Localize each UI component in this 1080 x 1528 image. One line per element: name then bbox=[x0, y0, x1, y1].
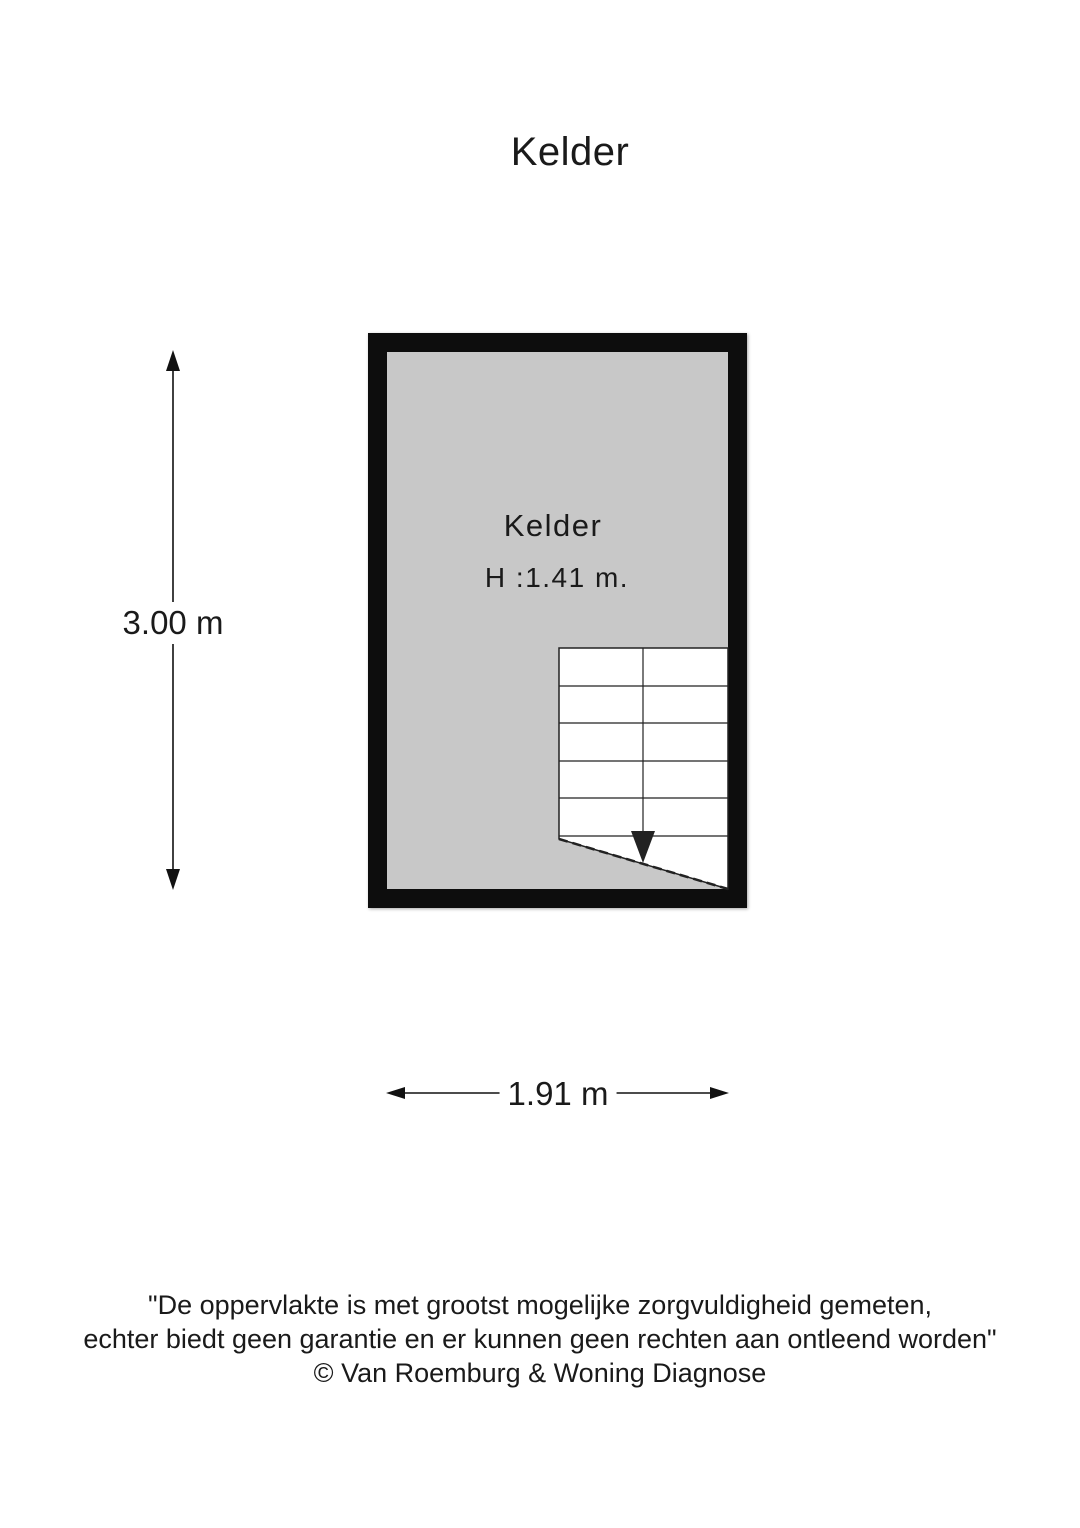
arrow-down-icon bbox=[166, 869, 180, 890]
disclaimer-line-1: "De oppervlakte is met grootst mogelijke zorgvuldigheid gemeten, bbox=[148, 1290, 932, 1320]
dimension-width-label: 1.91 m bbox=[500, 1073, 617, 1115]
dimension-depth-label: 3.00 m bbox=[123, 602, 224, 644]
disclaimer-line-2: echter biedt geen garantie en er kunnen geen rechten aan ontleend worden" bbox=[83, 1324, 997, 1354]
floor-title: Kelder bbox=[510, 130, 630, 174]
disclaimer bbox=[0, 1288, 1080, 1390]
room-label: Kelder bbox=[503, 508, 603, 543]
arrow-up-icon bbox=[166, 350, 180, 371]
arrow-right-icon bbox=[710, 1087, 729, 1099]
arrow-left-icon bbox=[386, 1087, 405, 1099]
room-height-label: H :1.41 m. bbox=[484, 562, 630, 593]
copyright-notice: © Van Roemburg & Woning Diagnose bbox=[313, 1358, 767, 1388]
